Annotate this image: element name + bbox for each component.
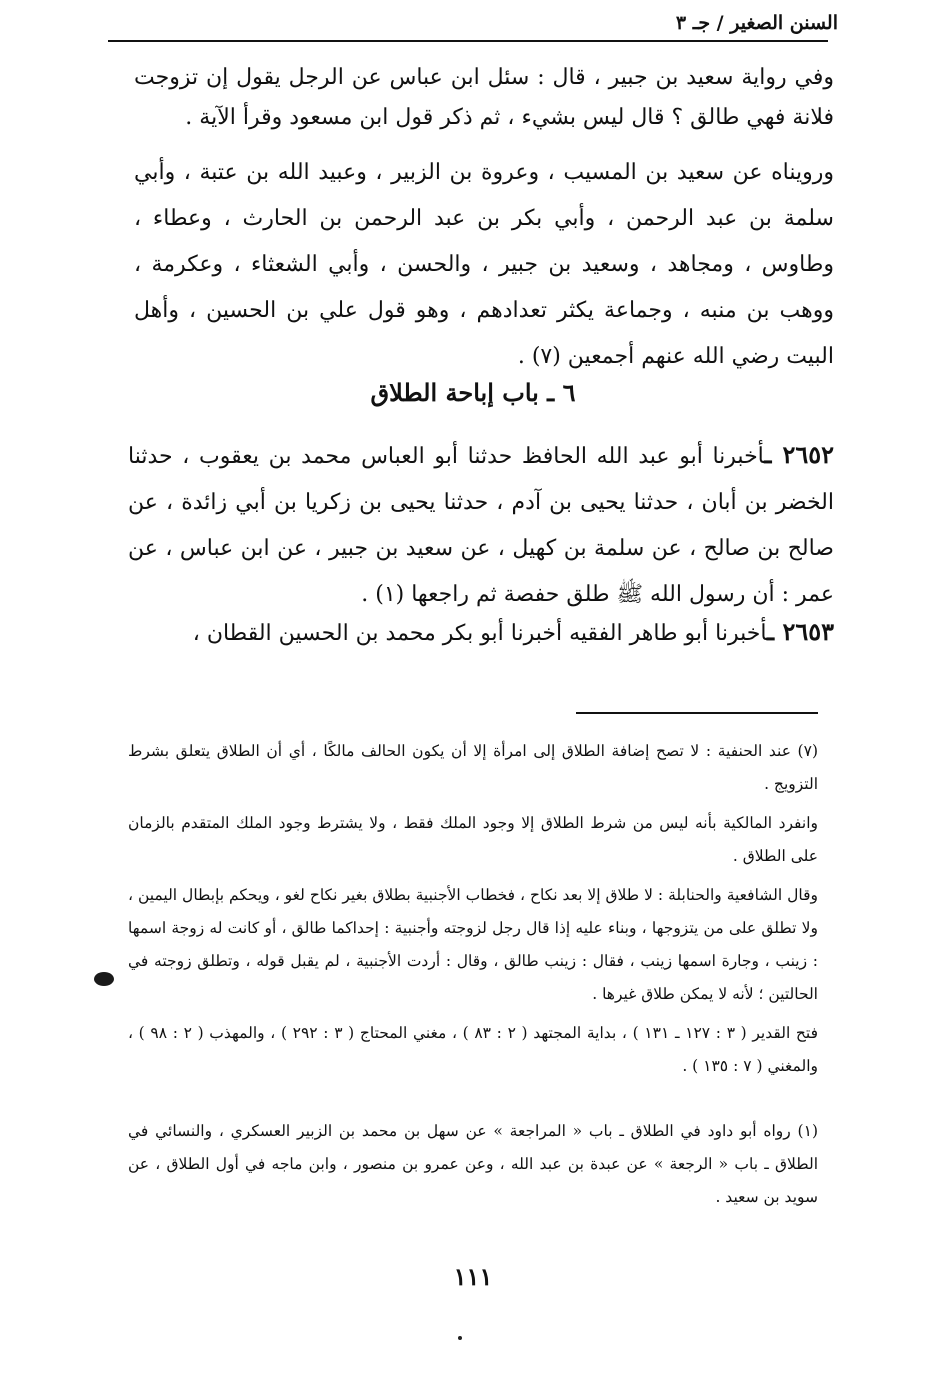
footnotes — [128, 735, 818, 1220]
hadith-text: أخبرنا أبو طاهر الفقيه أخبرنا أبو بكر محمد بن الحسين القطان ، — [192, 621, 768, 646]
hadith-number: ٢٦٥٢ ـ — [764, 440, 834, 469]
page-number: ١١١ — [453, 1262, 493, 1291]
hadith-2653 — [128, 612, 834, 654]
footnote-7-para-1: (٧) عند الحنفية : لا تصح إضافة الطلاق إلى امرأة إلا أن يكون الحالف مالكًا ، أي أن الطلاق يتعلق بشرط التزويج . — [128, 742, 818, 793]
body-paragraph-1: وفي رواية سعيد بن جبير ، قال : سئل ابن عباس عن الرجل يقول إن تزوجت فلانة فهي طالق ؟ قال ليس بشيء ، ثم ذكر قول ابن مسعود وقرأ الآية . — [134, 65, 834, 130]
stray-ink-dot — [458, 1336, 462, 1340]
header-rule — [108, 40, 828, 42]
footnote-7-references: فتح القدير ( ٣ : ١٢٧ ـ ١٣١ ) ، بداية المجتهد ( ٢ : ٨٣ ) ، مغني المحتاج ( ٣ : ٢٩٢ ) ، والمهذب ( ٢ : ٩٨ ) ، والمغني ( ٧ : ١٣٥ ) . — [128, 1024, 819, 1075]
running-head: السنن الصغير / جـ ٣ — [675, 12, 838, 34]
footnote-7-para-3: وقال الشافعية والحنابلة : لا طلاق إلا بعد نكاح ، فخطاب الأجنبية بطلاق بغير نكاح لغو ، ويحكم بإبطال اليمين ، ولا تطلق على من يتزوجها ، وبناء عليه إذا قال رجل لزوجته وأجنبية : إحداكما طالق ، أو كانت له زوجة اسمها : زينب ، وجارة اسمها زينب ، فقال : زينب طالق ، وقال : أردت الأجنبية ، لم يقبل قوله ، وتطلق زوجته في الحالتين ؛ لأنه لا يمكن طلاق غيرها . — [128, 886, 818, 1003]
body-paragraph-2: ورويناه عن سعيد بن المسيب ، وعروة بن الزبير ، وعبيد الله بن عتبة ، وأبي سلمة بن عبد الرحمن ، وأبي بكر بن عبد الرحمن بن الحارث ، وعطاء ، وطاوس ، ومجاهد ، وسعيد بن جبير ، والحسن ، وأبي الشعثاء ، وعكرمة ، ووهب بن منبه ، وجماعة يكثر تعدادهم ، وهو قول علي بن الحسين ، وأهل البيت رضي الله عنهم أجمعين (٧) . — [134, 160, 834, 369]
footnote-1: (١) رواه أبو داود في الطلاق ـ باب « المراجعة » عن سهل بن محمد بن الزبير العسكري ، والنسائي في الطلاق ـ باب « الرجعة » عن عبدة بن عبد الله ، وعن عمرو بن منصور ، وابن ماجه في أول الطلاق ، عن سويد بن سعيد . — [128, 1122, 818, 1206]
footnote-rule — [576, 712, 818, 714]
hadith-number: ٢٦٥٣ ـ — [767, 617, 834, 646]
section-title: ٦ ـ باب إباحة الطلاق — [370, 378, 576, 407]
hadith-text: أخبرنا أبو عبد الله الحافظ حدثنا أبو العباس محمد بن يعقوب ، حدثنا الخضر بن أبان ، حدثنا يحيى بن آدم ، حدثنا يحيى بن زكريا بن أبي زائدة ، عن صالح بن صالح ، عن سلمة بن كهيل ، عن سعيد بن جبير ، عن ابن عباس ، عن عمر : أن رسول الله ﷺ طلق حفصة ثم راجعها (١) . — [128, 444, 834, 607]
ink-blot-mark — [94, 972, 114, 986]
footnote-7-para-2: وانفرد المالكية بأنه ليس من شرط الطلاق إلا وجود الملك فقط ، ولا يشترط وجود الملك المتقدم بالزمان على الطلاق . — [128, 814, 818, 865]
hadith-2652 — [128, 432, 834, 618]
